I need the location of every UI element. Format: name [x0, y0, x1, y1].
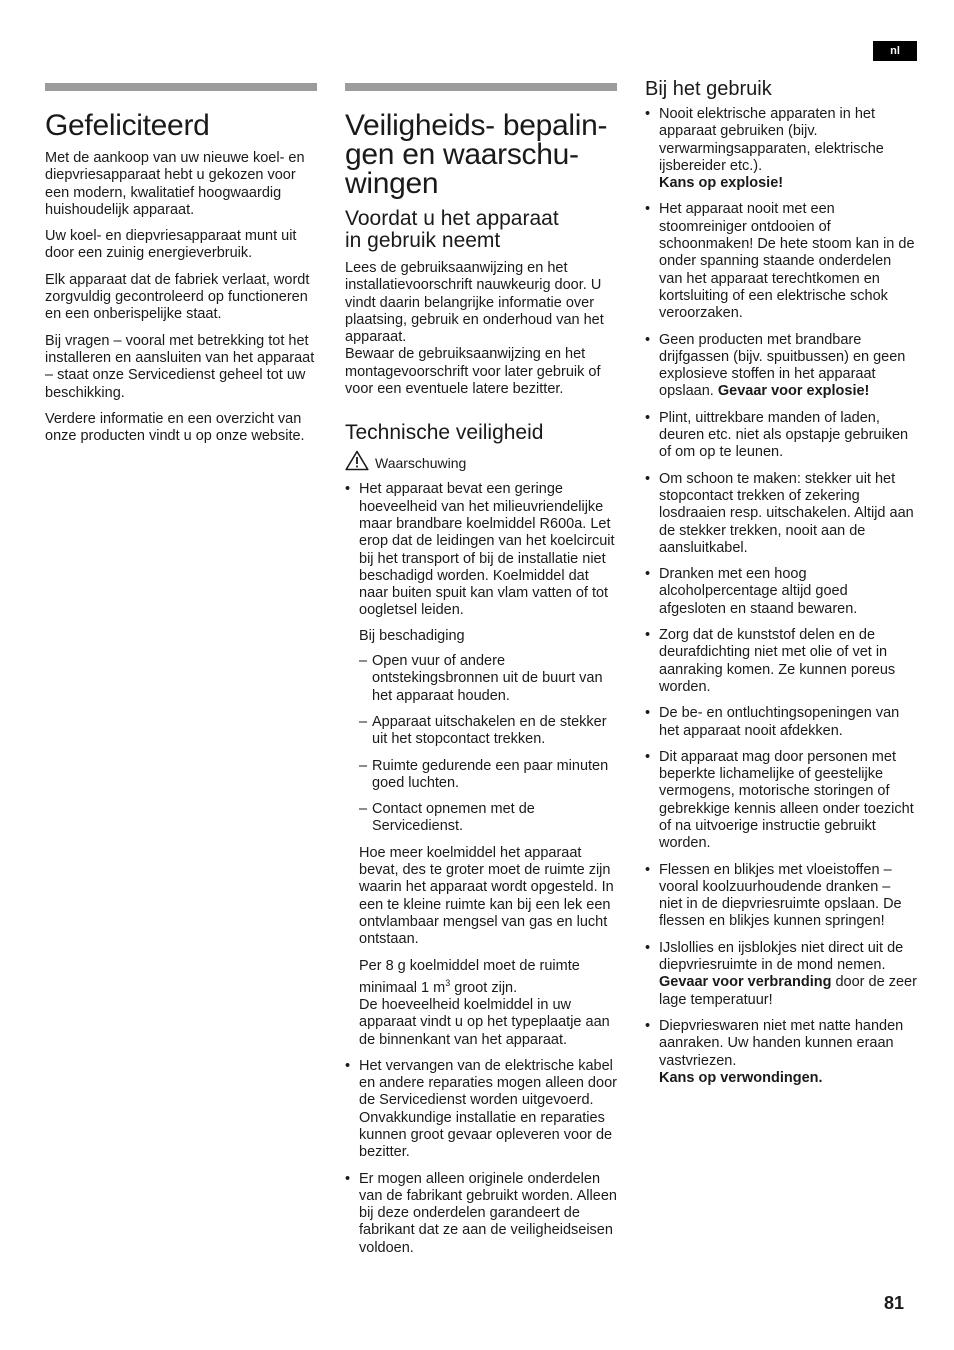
damage-list-item: – Apparaat uitschakelen en de stekker uit het stopcontact trekken.: [359, 714, 617, 749]
section-rule: [345, 83, 617, 91]
usage-item-text: Zorg dat de kunststof delen en de deurafdichting niet met olie of vet in aanraking komen. Ze kunnen poreus worden.: [659, 627, 896, 695]
safety-title-line: wingen: [345, 167, 439, 200]
page-number: 81: [884, 1293, 905, 1313]
cubic-superscript: 3: [445, 977, 451, 988]
usage-item-text: IJslollies en ijsblokjes niet direct uit de diepvriesruimte in de mond nemen.: [659, 939, 904, 974]
before-use-body: Lees de gebruiksaanwijzing en het installatievoorschrift nauwkeurig door. U vindt daarin belangrijke informatie over plaatsing, gebruik en onderhoud van het apparaat.: [345, 260, 604, 346]
safety-title: [345, 111, 617, 198]
refrigerant-rule-text: Per 8 g koelmiddel moet de ruimte minimaal 1 m: [359, 957, 580, 996]
usage-list-item: [645, 471, 917, 557]
usage-item-warning: Gevaar voor verbranding: [659, 974, 832, 991]
damage-list-item: – Open vuur of andere ontstekingsbronnen uit de buurt van het apparaat houden.: [359, 653, 617, 705]
list-item: • Er mogen alleen originele onderdelen van de fabrikant gebruikt worden. Alleen bij deze onderdelen garandeert de fabrikant dat ze aan de veiligheidseisen voldoen.: [345, 1171, 617, 1257]
warning-label: Waarschuwing: [375, 455, 467, 472]
before-use-heading-line: Voordat u het apparaat: [345, 207, 559, 230]
usage-list-item: [645, 749, 917, 853]
damage-list: [359, 653, 617, 836]
intro-paragraph: Met de aankoop van uw nieuwe koel- en diepvriesapparaat hebt u gekozen voor een modern, kwalitatief hoogwaardig huishoudelijk apparaat.: [45, 150, 305, 218]
refrigerant-paragraph: Hoe meer koelmiddel het apparaat bevat, des te groter moet de ruimte zijn waarin het apparaat wordt opgesteld. In een te kleine ruimte kan bij een lek een ontvlambaar mengsel van gas en lucht ontstaan.: [359, 844, 614, 948]
usage-item-text: Diepvrieswaren niet met natte handen aanraken. Uw handen kunnen eraan vastvriezen.: [659, 1017, 904, 1069]
refrigerant-typeplate-text: De hoeveelheid koelmiddel in uw apparaat vindt u op het typeplaatje aan de binnenkant van het apparaat.: [359, 996, 610, 1048]
list-item-text: Het apparaat bevat een geringe hoeveelheid van het milieuvriendelijke maar brandbare koelmiddel R600a. Let erop dat de leidingen van het koelcircuit bij het transport of bij de installatie niet beschadigd worden. Koelmiddel dat naar buiten spuit kan vlam vatten of tot oogletsel leiden.: [359, 481, 615, 619]
section-rule: [45, 83, 317, 91]
usage-item-tail: door de zeer lage temperatuur!: [659, 974, 917, 1008]
usage-item-text: Flessen en blikjes met vloeistoffen – vooral koolzuurhoudende dranken – niet in de diepvriesruimte opslaan. De flessen en blikjes kunnen springen!: [659, 861, 902, 930]
usage-list-item: [645, 862, 917, 931]
usage-item-warning: Gevaar voor explosie!: [717, 383, 870, 400]
intro-title: Gefeliciteerd: [45, 109, 210, 142]
language-badge: nl: [873, 41, 917, 61]
safety-column: [345, 83, 617, 1266]
usage-item-text: De be- en ontluchtingsopeningen van het apparaat nooit afdekken.: [659, 705, 900, 739]
warning-row: [345, 450, 617, 471]
usage-item-text: Dranken met een hoog alcoholpercentage altijd goed afgesloten en staand bewaren.: [659, 566, 858, 617]
usage-item-text: Plint, uittrekbare manden of laden, deuren etc. niet als opstapje gebruiken of om op te leunen.: [659, 409, 909, 461]
usage-list-item: [645, 566, 917, 618]
usage-item-text: Geen producten met brandbare drijfgassen (bijv. spuitbussen) en geen explosieve stoffen in het apparaat opslaan.: [659, 331, 906, 400]
technical-safety-heading: Technische veiligheid: [345, 421, 544, 445]
usage-item-text: Dit apparaat mag door personen met beperkte lichamelijke of geestelijke vermogens, motorische storingen of gebrekkige kennis alleen onder toezicht of na uitvoerige instructie gebruikt worden.: [659, 748, 914, 852]
before-use-body: Bewaar de gebruiksaanwijzing en het montagevoorschrift voor later gebruik of voor een eventuele latere bezitter.: [345, 346, 601, 398]
intro-column: [45, 83, 317, 454]
safety-title-line: Veiligheids- bepalin-: [345, 109, 608, 142]
usage-item-text: Nooit elektrische apparaten in het apparaat gebruiken (bijv. verwarmingsapparaten, elektrische ijsbereider etc.).: [659, 106, 884, 174]
list-item: [345, 481, 617, 1048]
before-use-heading: [345, 208, 617, 252]
usage-list-item: [645, 332, 917, 401]
usage-list: [645, 106, 917, 1087]
technical-safety-list: [345, 481, 617, 1257]
damage-list-item: – Contact opnemen met de Servicedienst.: [359, 801, 617, 836]
intro-paragraph: Uw koel- en diepvriesapparaat munt uit door een zuinig energieverbruik.: [45, 228, 297, 262]
usage-list-item: [645, 106, 917, 192]
usage-column: [645, 78, 917, 1096]
warning-triangle-icon: [345, 450, 369, 471]
usage-list-item: [645, 410, 917, 462]
refrigerant-amount-paragraph: [359, 958, 617, 1049]
usage-heading: Bij het gebruik: [645, 78, 772, 100]
usage-item-text: Het apparaat nooit met een stoomreiniger ontdooien of schoonmaken! De hete stoom kan in de onder spanning staande onderdelen van het apparaat terechtkomen en kortsluiting of een elektrische schok veroorzaken.: [659, 201, 915, 322]
usage-list-item: [645, 201, 917, 322]
safety-title-line: gen en waarschu-: [345, 138, 579, 171]
intro-paragraph: Bij vragen – vooral met betrekking tot het installeren en aansluiten van het apparaat – staat onze Servicedienst geheel tot uw beschikking.: [45, 332, 315, 401]
usage-item-text: Om schoon te maken: stekker uit het stopcontact trekken of zekering losdraaien resp. uitschakelen. Altijd aan de stekker trekken, nooit aan de aansluitkabel.: [659, 470, 914, 556]
damage-list-item: – Ruimte gedurende een paar minuten goed luchten.: [359, 758, 617, 793]
usage-list-item: [645, 1018, 917, 1087]
usage-list-item: [645, 627, 917, 696]
usage-item-warning: Kans op verwondingen.: [659, 1069, 823, 1086]
usage-item-warning: Kans op explosie!: [659, 175, 784, 192]
damage-heading: Bij beschadiging: [359, 627, 465, 644]
refrigerant-rule-tail: groot zijn.: [450, 979, 518, 996]
before-use-heading-line: in gebruik neemt: [345, 229, 501, 252]
list-item: • Het vervangen van de elektrische kabel en andere reparaties mogen alleen door de Servicedienst worden uitgevoerd. Onvakkundige installatie en reparaties kunnen groot gevaar opleveren voor de bezitter.: [345, 1058, 617, 1162]
intro-paragraph: Elk apparaat dat de fabriek verlaat, wordt zorgvuldig gecontroleerd op functioneren en een onberispelijke staat.: [45, 271, 310, 323]
usage-list-item: [645, 940, 917, 1009]
usage-list-item: [645, 705, 917, 740]
intro-paragraph: Verdere informatie en een overzicht van onze producten vindt u op onze website.: [45, 410, 305, 445]
